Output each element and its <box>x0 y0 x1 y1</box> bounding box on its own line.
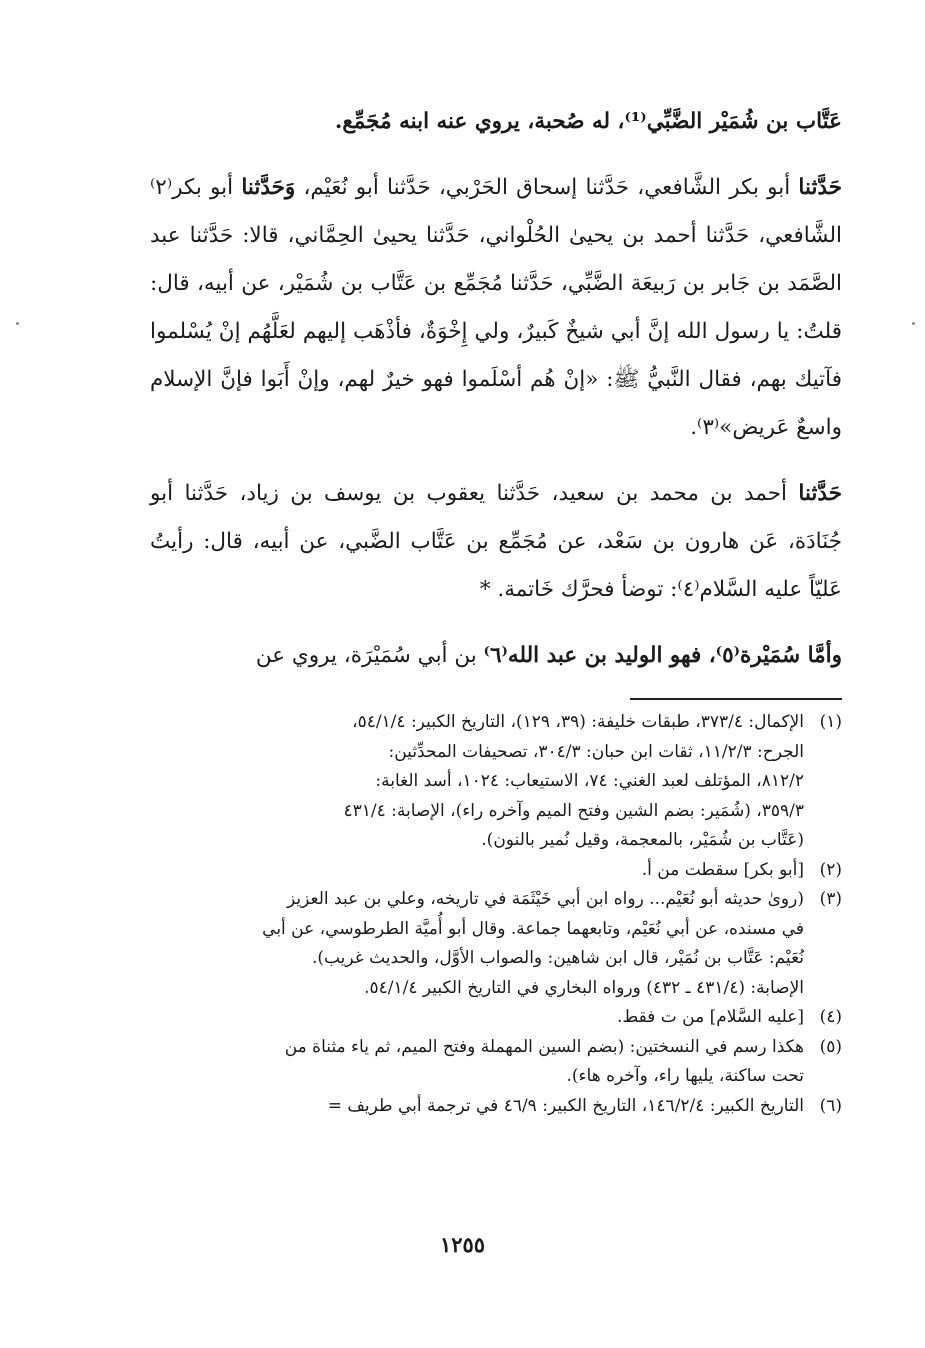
isnad-lead: حَدَّثنا <box>798 175 843 200</box>
entry-heading: عَتَّاب بن شُمَيْر الضَّبِّي⁽¹⁾، له صُحبة، يروي عنه ابنه مُجَمِّع. <box>334 109 842 134</box>
footnote-line: في مسنده، عن أبي نُعَيْم، وتابعهما جماعة. وقال أبو أُميَّة الطرطوسي، عن أبي <box>262 918 804 939</box>
footnote-text <box>150 708 804 856</box>
footnote-number: (٢) <box>819 859 842 880</box>
footnote-line: (عَتَّاب بن شُمَيْر، بالمعجمة، وقيل نُمير بالنون). <box>481 830 804 850</box>
footnote-line: [أبو بكر] سقطت من أ. <box>641 859 804 880</box>
isnad-lead: حَدَّثنا <box>798 481 842 506</box>
footnote-text <box>150 856 804 886</box>
footnote-line: هكذا رسم في النسختين: (بضم السين المهملة وفتح الميم، ثم ياء مثناة من <box>284 1036 804 1057</box>
footnote-line: ٣٥٩/٣، (شُمَير: بضم الشين وفتح الميم وآخره راء)، الإصابة: ٤٣١/٤ <box>343 800 804 821</box>
paragraph-hadith-2 <box>150 470 842 614</box>
footnote-line: الإصابة: (٤٣١/٤ ـ ٤٣٢) ورواه البخاري في التاريخ الكبير ٥٤/١/٤. <box>364 977 804 998</box>
footnote-line: الإكمال: ٣٧٣/٤، طبقات خليفة: (٣٩، ١٢٩)، التاريخ الكبير: ٥٤/١/٤، <box>352 712 804 732</box>
page-number: ١٢٥٥ <box>439 1232 486 1257</box>
paragraph-text: أبو بكر⁽٢⁾ الشَّافعي، حَدَّثنا أحمد بن يحيىٰ الحُلْواني، حَدَّثنا يحيىٰ الحِمَّاني، قالا: حَدَّثنا عبد الصَّمَد بن جَابر بن رَبيعَة الضَّبِّي، حَدَّثنا مُجَمِّع بن عَتَّاب بن شُمَيْر، عن أبيه، قال: قلتُ: يا رسول الله إنَّ أبي شيخٌ كَبيرٌ، ولي إِخْوَةٌ، فأذْهَب إليهم لعَلَّهُم إنْ يُسْلموا فآتيك بهم، فقال النَّبيُّ ﷺ: «إنْ هُم أسْلَموا فهو خيرٌ لهم، وإنْ أَبَوا فإنَّ الإسلام واسعٌ عَريض»⁽٣⁾. <box>150 175 842 440</box>
paragraph-hadith-1 <box>150 164 842 452</box>
paragraph-intro <box>150 98 842 146</box>
footnotes <box>150 708 842 1121</box>
footnote-number: (١) <box>819 712 842 732</box>
footnote-text <box>150 1003 804 1033</box>
paragraph-text: أبو بكر الشَّافعي، حَدَّثنا إسحاق الحَرْبي، حَدَّثنا أبو نُعَيْم، <box>295 175 799 200</box>
entry-heading: وأمَّا سُمَيْرة⁽٥⁾، فهو الوليد بن عبد الله⁽٦⁾ <box>483 643 842 668</box>
footnote-number: (٤) <box>819 1007 842 1027</box>
paragraph-entry-2 <box>150 632 842 680</box>
footnote-text <box>150 1033 804 1092</box>
footnote-number: (٦) <box>819 1095 842 1116</box>
footnote-line: نُعَيْم: عَتَّاب بن نُمَيْر، قال ابن شاهين: والصواب الأوَّل، والحديث غريب). <box>311 948 804 968</box>
footnote-line: (روىٰ حديثه أبو نُعَيْم... رواه ابن أبي خَيْثَمَة في تاريخه، وعلي بن عبد العزيز <box>287 889 804 909</box>
footnote <box>150 1033 842 1092</box>
footnote-text <box>150 885 804 1003</box>
footnote <box>150 1003 842 1033</box>
footnote <box>150 856 842 886</box>
margin-mark <box>912 322 915 325</box>
footnote <box>150 1092 842 1122</box>
main-text <box>150 98 842 680</box>
footnote-line: الجرح: ١١/٢/٣، ثقات ابن حبان: ٣٠٤/٣، تصحيفات المحدِّثين: <box>388 741 804 762</box>
footnote-text <box>150 1092 804 1122</box>
footnote-number: (٣) <box>819 889 842 909</box>
footnote-line: التاريخ الكبير: ١٤٦/٢/٤، التاريخ الكبير: ٤٦/٩ في ترجمة أبي طريف = <box>327 1095 804 1116</box>
isnad-lead: وَحَدَّثنا <box>241 175 296 200</box>
footnote <box>150 885 842 1003</box>
footnote <box>150 708 842 856</box>
footnote-line: [عليه السَّلام] من ت فقط. <box>617 1007 804 1027</box>
paragraph-text: بن أبي سُمَيْرَة، يروي عن <box>255 643 484 668</box>
footnote-line: ٨١٢/٢، المؤتلف لعبد الغني: ٧٤، الاستيعاب: ١٠٢٤، أسد الغابة: <box>375 771 804 791</box>
footnote-number: (٥) <box>819 1036 842 1057</box>
footnote-separator <box>630 698 842 700</box>
paragraph-text: أحمد بن محمد بن سعيد، حَدَّثنا يعقوب بن يوسف بن زياد، حَدَّثنا أبو جُنَادَة، عَن هارون بن سَعْد، عن مُجَمِّع بن عَتَّاب الضَّبي، عن أبيه، قال: رأيتُ عَليّاً عليه السَّلام⁽٤⁾: توضأ فحرَّك خَاتمة. * <box>150 481 842 602</box>
margin-mark <box>16 322 19 325</box>
footnote-line: تحت ساكنة، يليها راء، وآخره هاء). <box>566 1066 804 1086</box>
